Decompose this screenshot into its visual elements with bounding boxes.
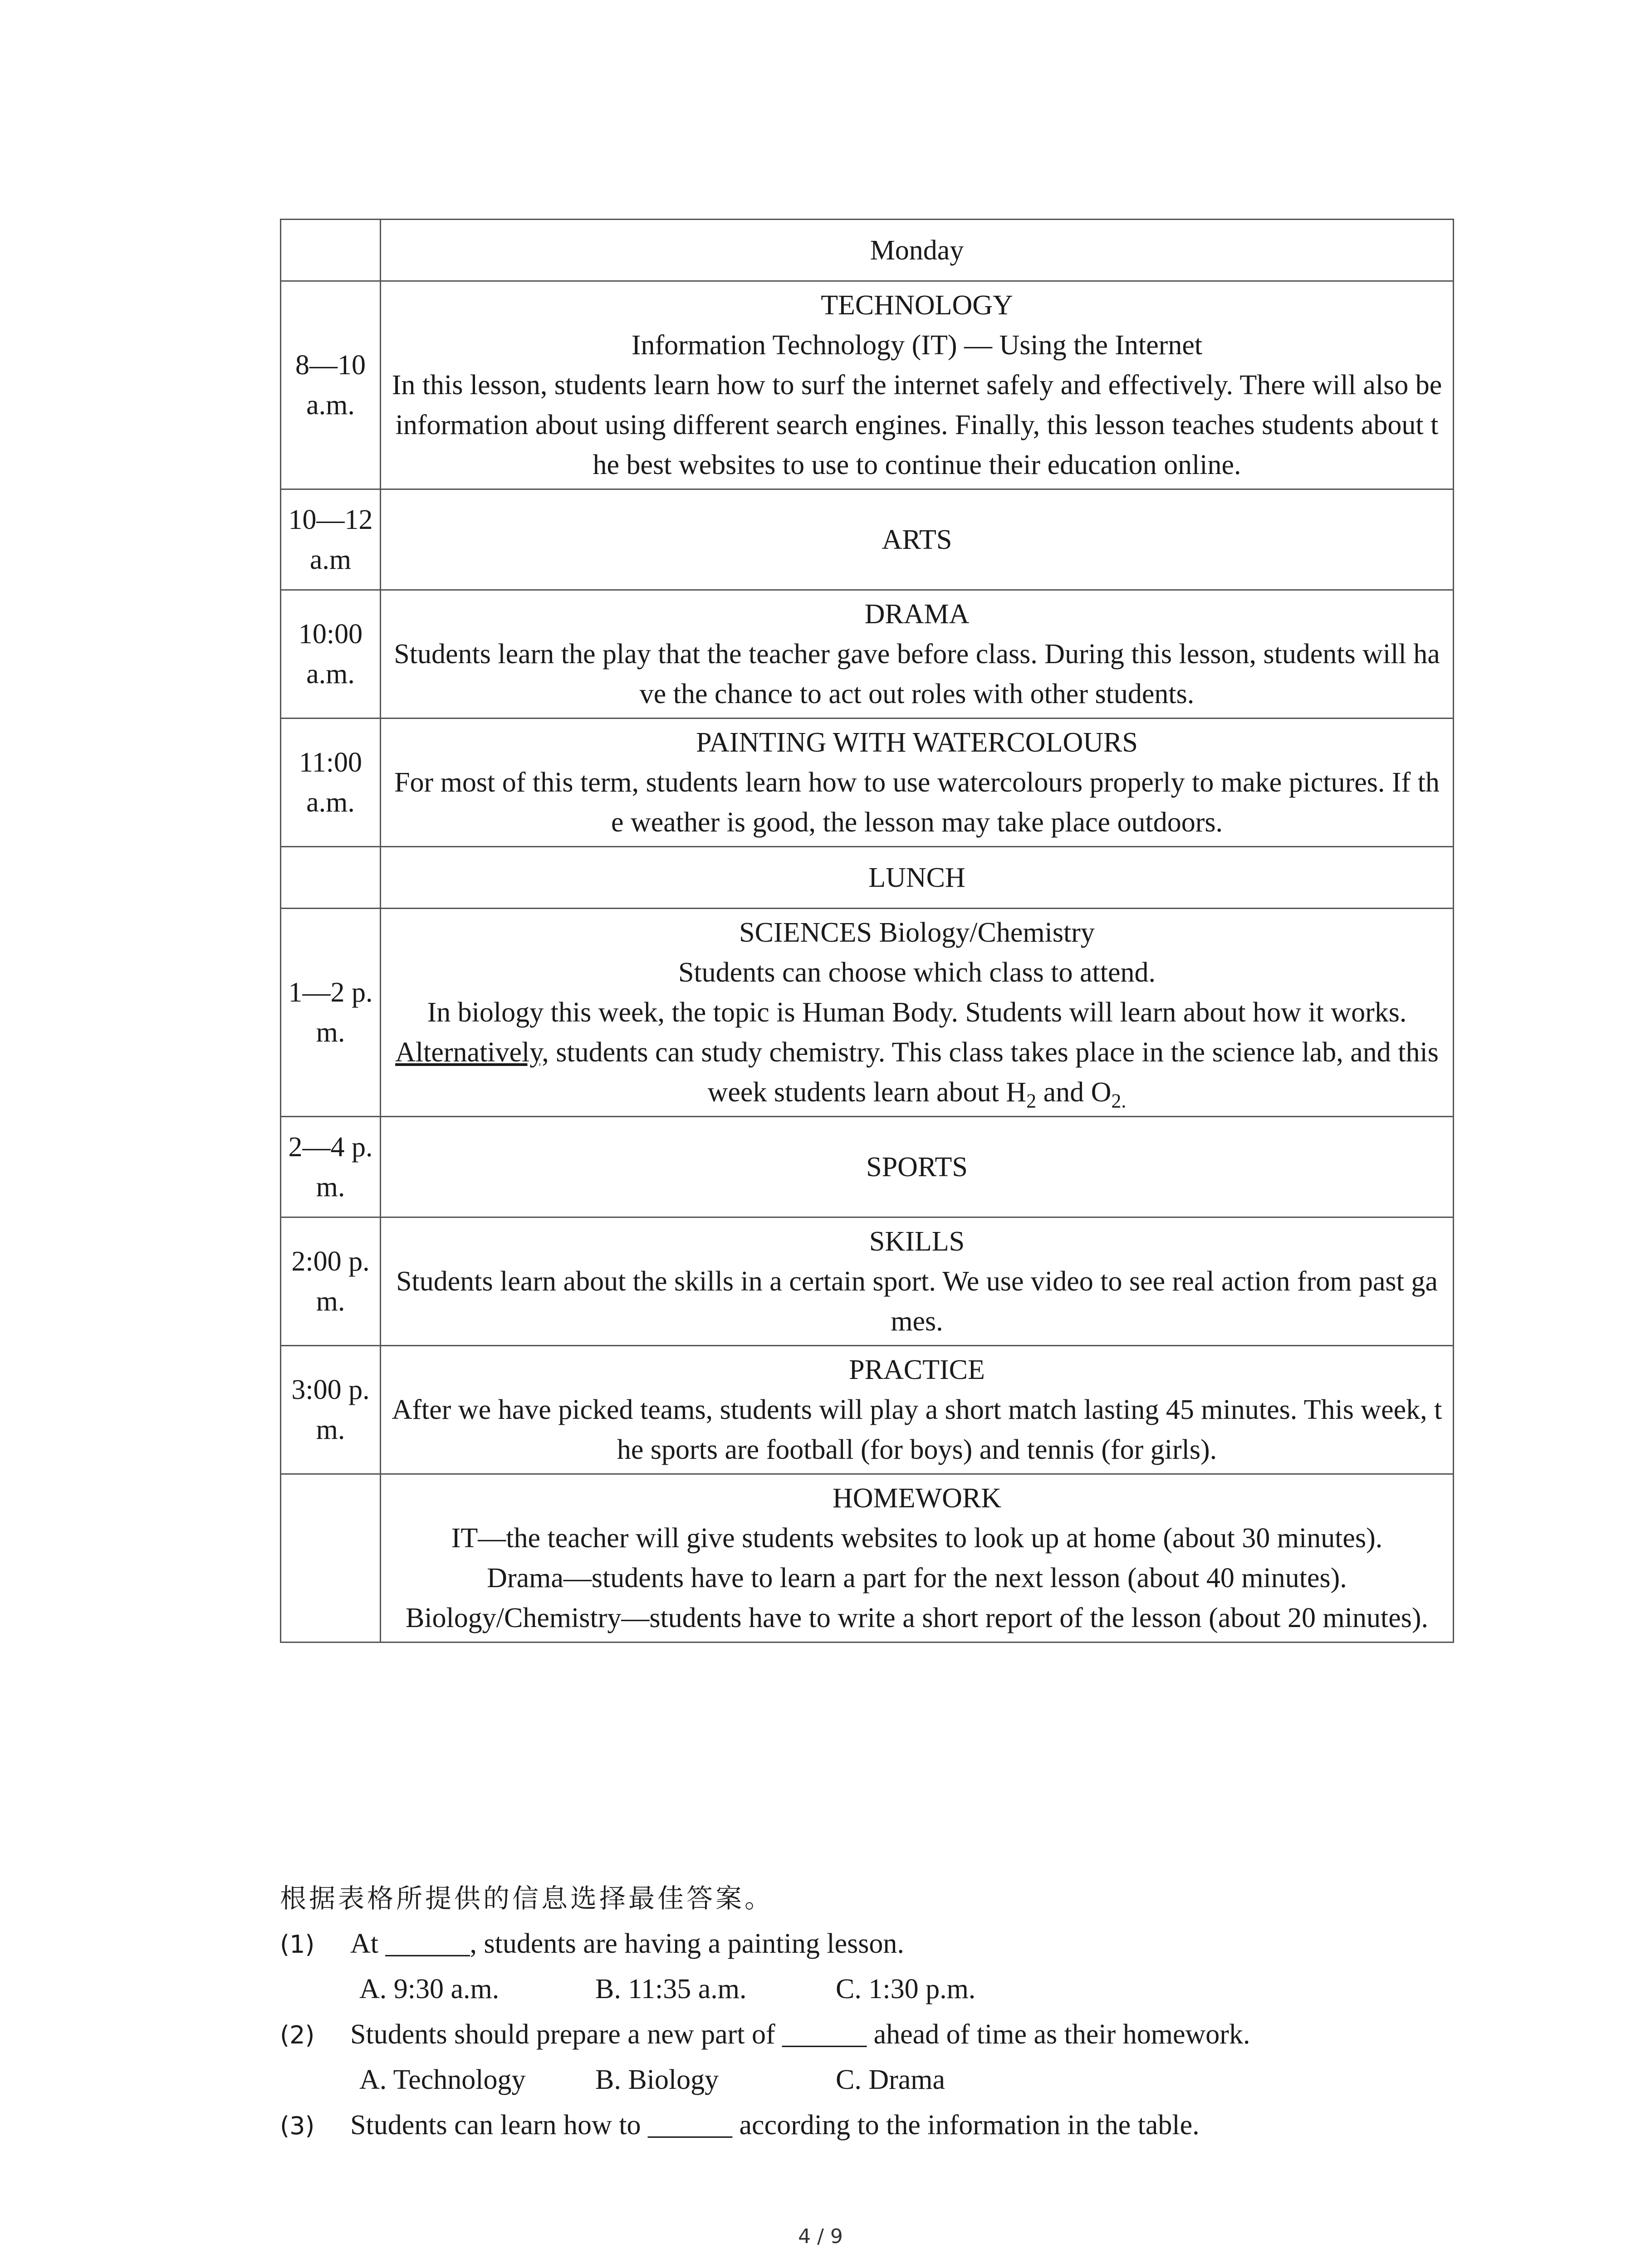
answer-options: [359, 2059, 945, 2100]
lesson-cell: [381, 590, 1454, 719]
lesson-title: SCIENCES Biology/Chemistry: [739, 917, 1095, 948]
lesson-description: In biology this week, the topic is Human Body. Students will learn about how it works.: [427, 997, 1407, 1028]
option-c[interactable]: C. 1:30 p.m.: [836, 1974, 976, 2004]
lesson-description: Students learn the play that the teacher gave before class. During this lesson, students will have the chance to act out roles with other students.: [394, 639, 1440, 709]
section-title: SPORTS: [381, 1117, 1454, 1217]
subscript: 2.: [1111, 1090, 1127, 1112]
lesson-cell: [381, 719, 1454, 847]
time-cell: [281, 1474, 381, 1642]
lesson-description: In this lesson, students learn how to surf the internet safely and effectively. There will also be information about using different search engines. Finally, this lesson teaches students about the best websites to use to continue their education online.: [392, 370, 1442, 480]
time-cell: [281, 220, 381, 281]
lesson-description: [390, 1032, 1444, 1112]
time-cell: 8—10 a.m.: [281, 281, 381, 489]
time-cell: 10—12 a.m: [281, 489, 381, 590]
option-b[interactable]: B. 11:35 a.m.: [595, 1974, 747, 2004]
question-text: Students can learn how to ______ according to the information in the table.: [350, 2110, 1200, 2141]
option-a[interactable]: A. 9:30 a.m.: [359, 1974, 500, 2004]
option-c[interactable]: C. Drama: [836, 2064, 945, 2095]
lesson-cell: [381, 909, 1454, 1117]
question: [280, 2105, 1200, 2146]
homework-item: Biology/Chemistry—students have to write a short report of the lesson (about 20 minutes).: [405, 1603, 1429, 1633]
lesson-description: After we have picked teams, students will play a short match lasting 45 minutes. This week, the sports are football (for boys) and tennis (for girls).: [392, 1394, 1442, 1465]
time-cell: 2—4 p.m.: [281, 1117, 381, 1217]
option-b[interactable]: B. Biology: [595, 2064, 719, 2095]
instructions: 根据表格所提供的信息选择最佳答案。: [280, 1883, 774, 1914]
question-number: (1): [280, 1930, 315, 1959]
time-cell: 1—2 p.m.: [281, 909, 381, 1117]
time-cell: [281, 847, 381, 909]
answer-options: [359, 1969, 975, 2009]
lesson-description: For most of this term, students learn how to use watercolours properly to make pictures. If the weather is good, the lesson may take place outdoors.: [394, 767, 1440, 838]
lesson-title: SKILLS: [869, 1226, 965, 1257]
lesson-cell: [381, 281, 1454, 489]
homework-item: Drama—students have to learn a part for the next lesson (about 40 minutes).: [487, 1563, 1347, 1593]
table-row: [281, 281, 1454, 489]
table-row: [281, 909, 1454, 1117]
and-text: and O: [1036, 1077, 1112, 1108]
question-number: (3): [280, 2112, 315, 2140]
chemistry-text: students can study chemistry. This class takes place in the science lab, and this week students learn about H: [549, 1037, 1439, 1108]
underlined-word: Alternatively,: [395, 1037, 549, 1068]
question: [280, 2014, 1250, 2056]
table-row: [281, 719, 1454, 847]
table-row: [281, 847, 1454, 909]
lesson-subtitle: Information Technology (IT) — Using the Internet: [631, 330, 1203, 361]
table-row: [281, 489, 1454, 590]
lesson-title: PRACTICE: [849, 1354, 985, 1385]
day-header: Monday: [381, 220, 1454, 281]
time-cell: 10:00 a.m.: [281, 590, 381, 719]
lesson-cell: [381, 1217, 1454, 1346]
question: [280, 1923, 904, 1965]
question-text: At ______, students are having a painting lesson.: [350, 1928, 904, 1959]
lesson-title: PAINTING WITH WATERCOLOURS: [696, 727, 1138, 758]
section-title: ARTS: [381, 489, 1454, 590]
lesson-cell: [381, 1346, 1454, 1474]
question-number: (2): [280, 2021, 315, 2049]
lesson-title: HOMEWORK: [833, 1483, 1001, 1514]
option-a[interactable]: A. Technology: [359, 2064, 526, 2095]
table-row: [281, 1117, 1454, 1217]
lesson-title: TECHNOLOGY: [821, 290, 1013, 321]
timetable-header-row: [281, 220, 1454, 281]
lesson-description: Students learn about the skills in a certain sport. We use video to see real action from past games.: [396, 1266, 1438, 1337]
question-text: Students should prepare a new part of ______ ahead of time as their homework.: [350, 2019, 1250, 2050]
lesson-cell: [381, 1474, 1454, 1642]
lesson-title: DRAMA: [864, 599, 970, 630]
table-row: [281, 1217, 1454, 1346]
table-row: [281, 1474, 1454, 1642]
page-number: 4 / 9: [798, 2225, 843, 2248]
time-cell: 3:00 p.m.: [281, 1346, 381, 1474]
table-row: [281, 590, 1454, 719]
lesson-description: Students can choose which class to attend.: [678, 957, 1156, 988]
section-title: LUNCH: [381, 847, 1454, 909]
table-row: [281, 1346, 1454, 1474]
homework-item: IT—the teacher will give students websites to look up at home (about 30 minutes).: [451, 1523, 1383, 1554]
timetable: [280, 219, 1454, 1643]
time-cell: 11:00 a.m.: [281, 719, 381, 847]
subscript: 2: [1026, 1090, 1037, 1112]
time-cell: 2:00 p.m.: [281, 1217, 381, 1346]
